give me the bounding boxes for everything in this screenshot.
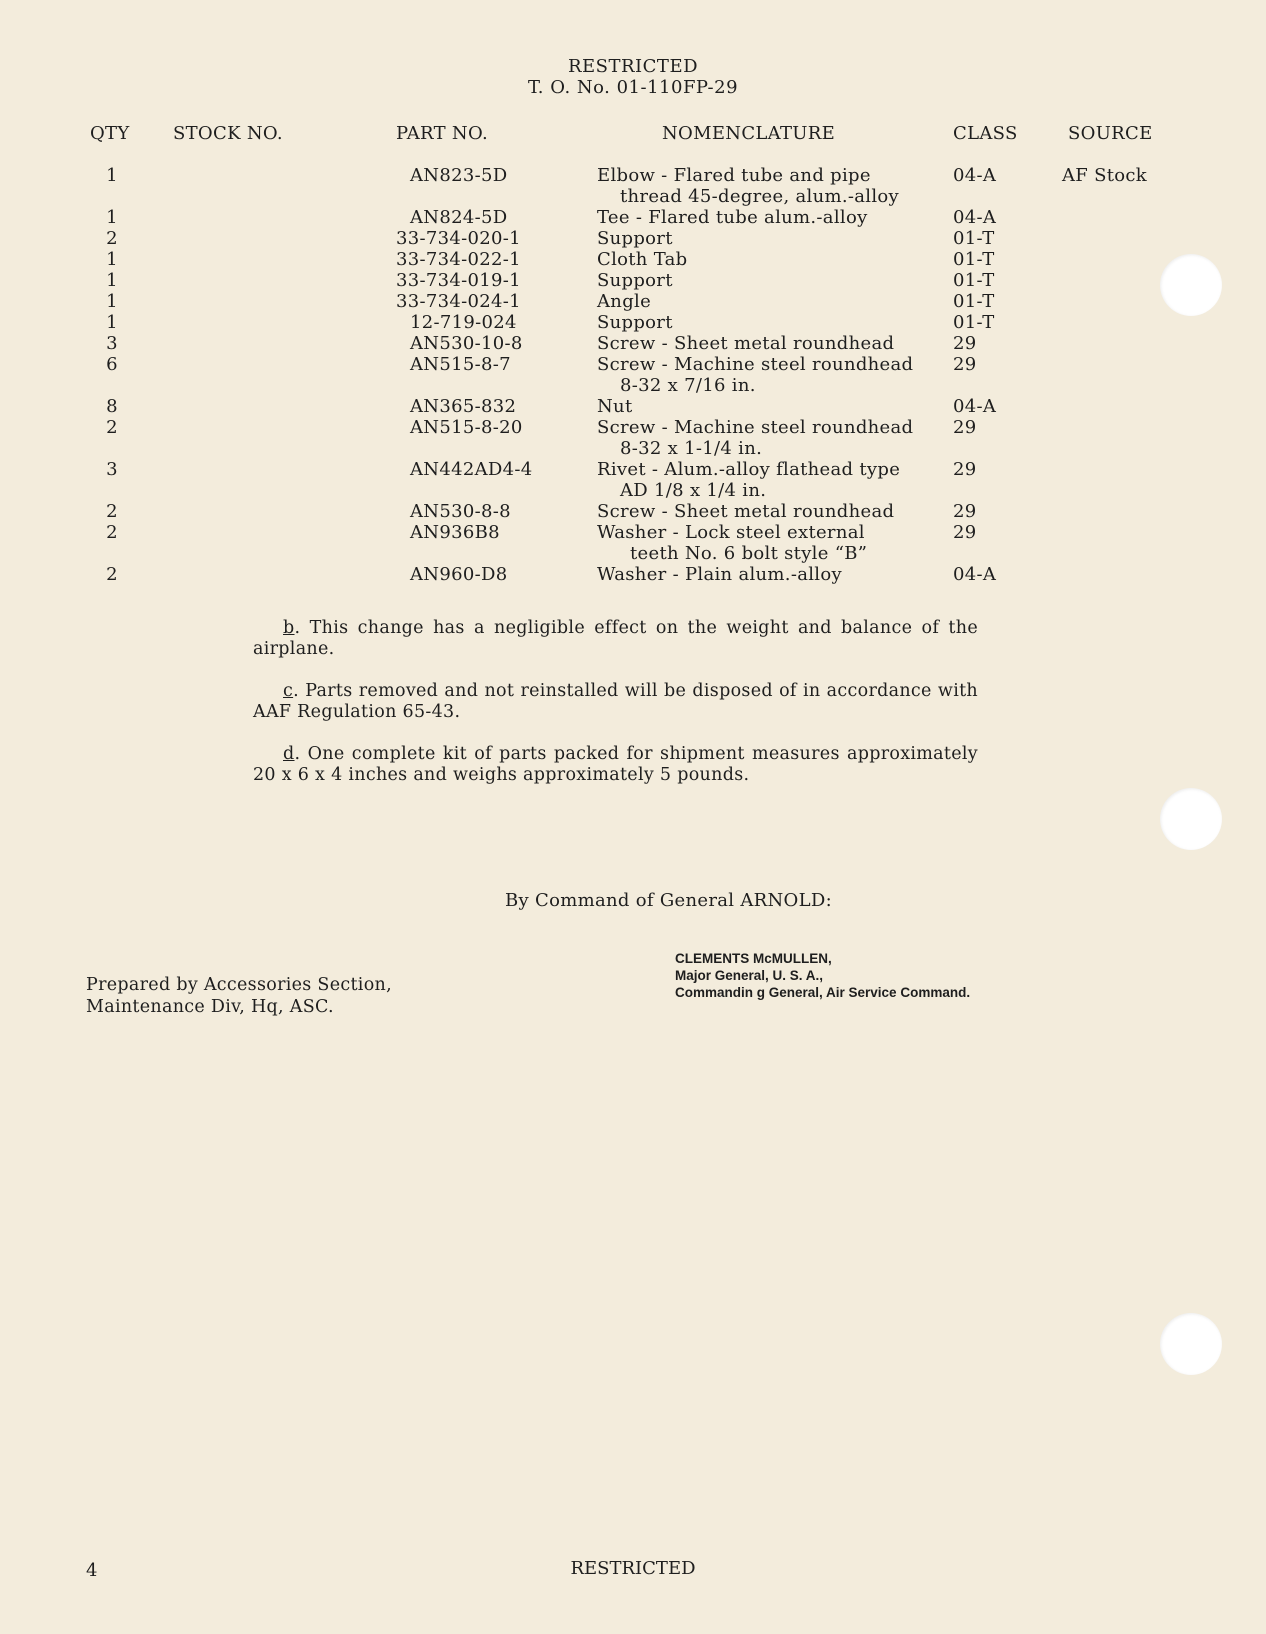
table-row-class: 29: [953, 522, 977, 543]
table-row-qty: 1: [106, 270, 118, 291]
table-row-qty: 2: [106, 522, 118, 543]
table-row-nomenclature-cont: thread 45-degree, alum.-alloy: [620, 186, 899, 207]
table-row-nomenclature: Screw - Sheet metal roundhead: [597, 333, 895, 354]
table-row-class: 04-A: [953, 165, 997, 186]
table-row-class: 01-T: [953, 312, 995, 333]
paragraph-d-text: . One complete kit of parts packed for shipment measures approximately 20 x 6 x 4 inches and weighs approximately 5 pounds.: [253, 744, 978, 785]
table-row-nomenclature: Cloth Tab: [597, 249, 688, 270]
footer-classification: RESTRICTED: [570, 1558, 696, 1579]
paragraph-c-letter: c: [283, 681, 294, 701]
page-number: 4: [86, 1560, 98, 1581]
paragraph-c: [253, 681, 978, 723]
table-row-class: 29: [953, 417, 977, 438]
signature-rank: Major General, U. S. A.,: [675, 968, 824, 983]
table-row-nomenclature: Screw - Sheet metal roundhead: [597, 501, 895, 522]
table-row-part-no: AN442AD4-4: [410, 459, 533, 480]
table-row-nomenclature: Support: [597, 228, 673, 249]
table-row-qty: 3: [106, 333, 118, 354]
prepared-by-line1: Prepared by Accessories Section,: [86, 975, 392, 995]
table-row-part-no: AN530-10-8: [410, 333, 523, 354]
table-row-class: 29: [953, 459, 977, 480]
prepared-by-line2: Maintenance Div, Hq, ASC.: [86, 997, 334, 1017]
table-row-part-no: AN515-8-20: [410, 417, 523, 438]
paragraph-d-letter: d: [283, 744, 295, 764]
table-row-part-no: AN823-5D: [410, 165, 508, 186]
table-row-qty: 2: [106, 501, 118, 522]
table-row-nomenclature-cont: 8-32 x 1-1/4 in.: [620, 438, 763, 459]
column-header-part-no: PART NO.: [396, 123, 488, 144]
table-row-nomenclature: Angle: [597, 291, 652, 312]
header-order-number: T. O. No. 01-110FP-29: [527, 77, 739, 98]
table-row-part-no: AN824-5D: [410, 207, 508, 228]
table-row-part-no: AN960-D8: [410, 564, 508, 585]
paragraph-b: [253, 618, 978, 660]
table-row-qty: 6: [106, 354, 118, 375]
signature-title: Commandin g General, Air Service Command.: [675, 985, 971, 1000]
table-row-class: 04-A: [953, 207, 997, 228]
table-row-nomenclature: Support: [597, 270, 673, 291]
table-row-part-no: AN515-8-7: [410, 354, 511, 375]
binder-hole: [1160, 1313, 1222, 1375]
column-header-class: CLASS: [953, 123, 1018, 144]
column-header-qty: QTY: [90, 123, 130, 144]
binder-hole: [1160, 788, 1222, 850]
table-row-nomenclature: Tee - Flared tube alum.-alloy: [597, 207, 868, 228]
table-row-qty: 2: [106, 564, 118, 585]
table-row-qty: 3: [106, 459, 118, 480]
prepared-by: [86, 974, 392, 1018]
signature-name: CLEMENTS McMULLEN,: [675, 951, 832, 966]
table-row-nomenclature: Washer - Lock steel external: [597, 522, 865, 543]
table-row-class: 01-T: [953, 228, 995, 249]
table-row-part-no: 33-734-022-1: [396, 249, 521, 270]
column-header-source: SOURCE: [1068, 123, 1153, 144]
paragraph-c-text: . Parts removed and not reinstalled will be disposed of in accordance with AAF Regulation 65-43.: [253, 681, 978, 722]
table-row-source: AF Stock: [1062, 165, 1147, 186]
table-row-qty: 1: [106, 312, 118, 333]
table-row-nomenclature: Nut: [597, 396, 633, 417]
table-row-part-no: 33-734-019-1: [396, 270, 521, 291]
column-header-stock-no: STOCK NO.: [173, 123, 283, 144]
table-row-qty: 1: [106, 165, 118, 186]
table-row-part-no: 12-719-024: [410, 312, 517, 333]
table-row-qty: 1: [106, 291, 118, 312]
table-row-class: 29: [953, 333, 977, 354]
table-row-nomenclature-cont: 8-32 x 7/16 in.: [620, 375, 756, 396]
table-row-qty: 1: [106, 207, 118, 228]
table-row-qty: 2: [106, 417, 118, 438]
table-row-nomenclature: Washer - Plain alum.-alloy: [597, 564, 842, 585]
binder-hole: [1160, 254, 1222, 316]
table-row-class: 04-A: [953, 396, 997, 417]
table-row-part-no: 33-734-020-1: [396, 228, 521, 249]
table-row-part-no: AN936B8: [410, 522, 500, 543]
table-row-class: 01-T: [953, 291, 995, 312]
table-row-nomenclature-cont: AD 1/8 x 1/4 in.: [620, 480, 767, 501]
column-header-nomenclature: NOMENCLATURE: [662, 123, 836, 144]
table-row-nomenclature-cont: teeth No. 6 bolt style “B”: [630, 543, 868, 564]
table-row-class: 04-A: [953, 564, 997, 585]
table-row-nomenclature: Screw - Machine steel roundhead: [597, 354, 914, 375]
table-row-qty: 1: [106, 249, 118, 270]
table-row-class: 29: [953, 501, 977, 522]
table-row-nomenclature: Rivet - Alum.-alloy flathead type: [597, 459, 901, 480]
signature-block: [675, 950, 970, 1001]
table-row-class: 01-T: [953, 249, 995, 270]
command-line: By Command of General ARNOLD:: [505, 890, 832, 911]
paragraph-b-text: . This change has a negligible effect on the weight and balance of the airplane.: [253, 618, 978, 659]
table-row-class: 29: [953, 354, 977, 375]
paragraph-d: [253, 744, 978, 786]
table-row-nomenclature: Screw - Machine steel roundhead: [597, 417, 914, 438]
table-row-qty: 2: [106, 228, 118, 249]
table-row-part-no: AN365-832: [410, 396, 517, 417]
table-row-part-no: AN530-8-8: [410, 501, 511, 522]
table-row-nomenclature: Elbow - Flared tube and pipe: [597, 165, 871, 186]
table-row-part-no: 33-734-024-1: [396, 291, 521, 312]
table-row-class: 01-T: [953, 270, 995, 291]
table-row-qty: 8: [106, 396, 118, 417]
header-classification: RESTRICTED: [567, 56, 699, 77]
table-row-nomenclature: Support: [597, 312, 673, 333]
paragraph-b-letter: b: [283, 618, 295, 638]
